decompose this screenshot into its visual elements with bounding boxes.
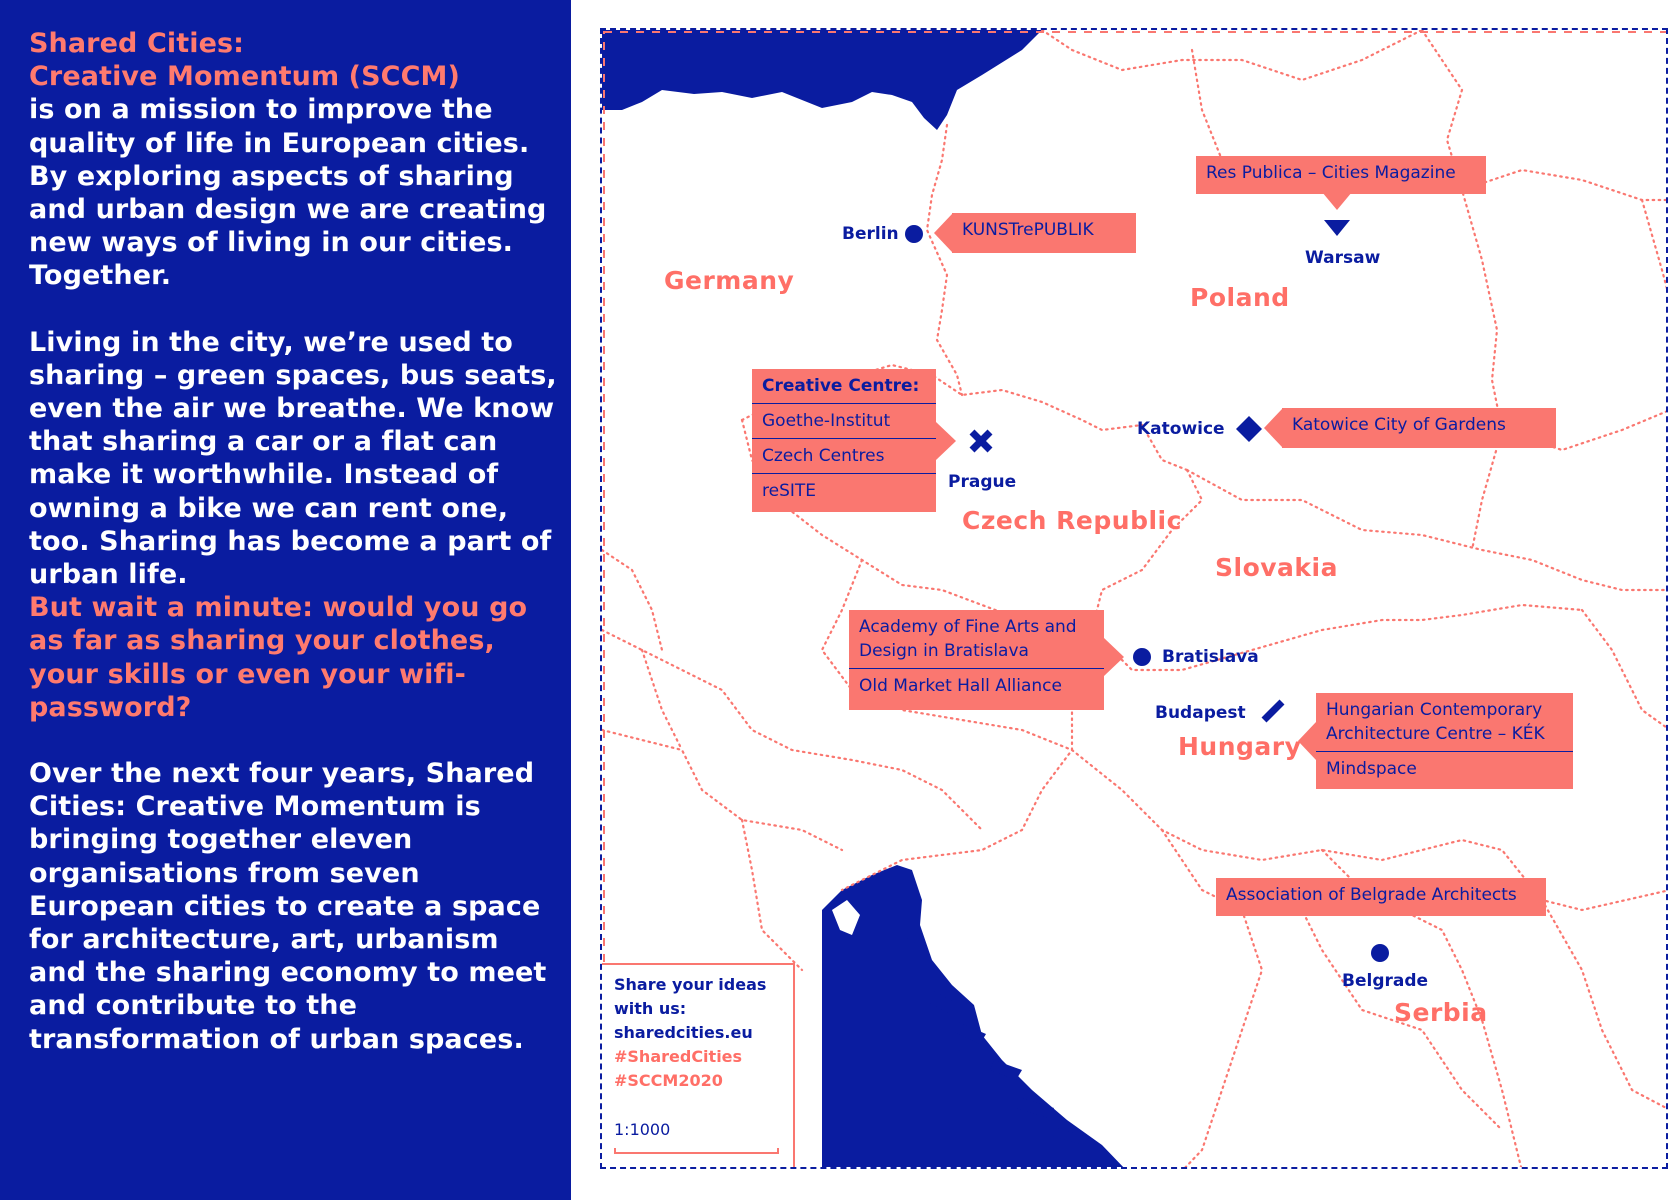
intro-paragraph-3: Over the next four years, Shared Cities: Creative Momentum is bringing together eleven organisations from seven European cities to create a space for architecture, art, urbanism and the sharing economy to meet and contribute to the transformation of urban spaces.	[29, 758, 547, 1055]
adriatic-sea	[822, 865, 1127, 1169]
city-label-katowice: Katowice	[1137, 419, 1225, 439]
partner-association-belgrade-architects: Association of Belgrade Architects	[1226, 885, 1517, 905]
intro-title-line2: Creative Momentum (SCCM)	[29, 61, 460, 93]
partner-katowice-city-of-gardens: Katowice City of Gardens	[1292, 415, 1506, 435]
partner-box-prague	[752, 369, 936, 512]
partner-box-belgrade	[1216, 878, 1546, 916]
share-website-link[interactable]: sharedcities.eu	[614, 1023, 753, 1042]
share-box	[602, 963, 795, 1167]
partner-heading-creative-centre: Creative Centre:	[762, 376, 920, 396]
partner-box-budapest	[1316, 693, 1573, 789]
partner-box-berlin	[952, 213, 1136, 253]
partner-old-market-hall-alliance: Old Market Hall Alliance	[849, 668, 1104, 703]
partner-box-katowice	[1282, 408, 1556, 448]
city-marker-budapest	[1260, 698, 1286, 724]
city-marker-warsaw	[1324, 220, 1350, 238]
partner-czech-centres: Czech Centres	[752, 438, 936, 473]
share-line-2: with us:	[614, 999, 687, 1018]
intro-panel	[0, 0, 571, 1200]
intro-paragraph-1: is on a mission to improve the quality of life in European cities. By exploring aspects of sharing and urban design we are creating new ways of living in our cities. Together.	[29, 94, 547, 292]
city-label-belgrade: Belgrade	[1342, 971, 1429, 991]
map-scale-bar	[614, 1148, 779, 1154]
city-label-warsaw: Warsaw	[1305, 248, 1381, 268]
intro-paragraph-2-question: But wait a minute: would you go as far as sharing your clothes, your skills or even your wifi-password?	[29, 592, 528, 723]
city-label-bratislava: Bratislava	[1162, 647, 1259, 667]
city-marker-katowice	[1236, 416, 1262, 442]
intro-text	[29, 27, 559, 1089]
share-hashtag-sccm2020[interactable]: #SCCM2020	[614, 1071, 723, 1090]
country-label-slovakia: Slovakia	[1215, 553, 1338, 582]
partner-res-publica: Res Publica – Cities Magazine	[1206, 163, 1456, 183]
country-label-czech-republic: Czech Republic	[962, 506, 1182, 535]
baltic-sea	[602, 30, 1042, 130]
share-line-1: Share your ideas	[614, 975, 767, 994]
partner-box-warsaw	[1196, 156, 1486, 194]
map	[600, 28, 1668, 1169]
partner-box-warsaw-pointer	[1322, 192, 1352, 214]
partner-kek: Hungarian Contemporary Architecture Centre – KÉK	[1326, 700, 1545, 744]
city-label-budapest: Budapest	[1155, 703, 1246, 723]
partner-resite: reSITE	[752, 473, 936, 508]
partner-academy-fine-arts: Academy of Fine Arts and Design in Bratislava	[859, 617, 1077, 661]
map-scale-text: 1:1000	[614, 1120, 671, 1139]
city-label-berlin: Berlin	[842, 224, 899, 244]
partner-goethe-institut: Goethe-Institut	[752, 403, 936, 438]
intro-title-line1: Shared Cities:	[29, 28, 245, 59]
city-label-prague: Prague	[948, 472, 1017, 492]
share-hashtag-sharedcities[interactable]: #SharedCities	[614, 1047, 743, 1066]
city-marker-berlin	[904, 224, 924, 244]
city-marker-belgrade	[1370, 943, 1390, 963]
country-label-hungary: Hungary	[1178, 732, 1302, 761]
partner-box-bratislava	[849, 610, 1104, 710]
city-marker-bratislava	[1132, 647, 1152, 667]
country-label-germany: Germany	[664, 266, 795, 295]
partner-box-prague-pointer	[936, 422, 956, 460]
country-label-serbia: Serbia	[1394, 998, 1488, 1027]
partner-box-bratislava-pointer	[1104, 638, 1124, 676]
partner-kunstrepublik: KUNSTrePUBLIK	[962, 220, 1094, 240]
intro-paragraph-2: Living in the city, we’re used to sharing – green spaces, bus seats, even the air we breathe. We know that sharing a car or a flat can make it worthwhile. Instead of owning a bike we can rent one, too. Sharing has become a part of urban life.	[29, 326, 557, 591]
country-label-poland: Poland	[1190, 283, 1290, 312]
partner-mindspace: Mindspace	[1316, 751, 1573, 786]
city-marker-prague	[968, 428, 994, 454]
